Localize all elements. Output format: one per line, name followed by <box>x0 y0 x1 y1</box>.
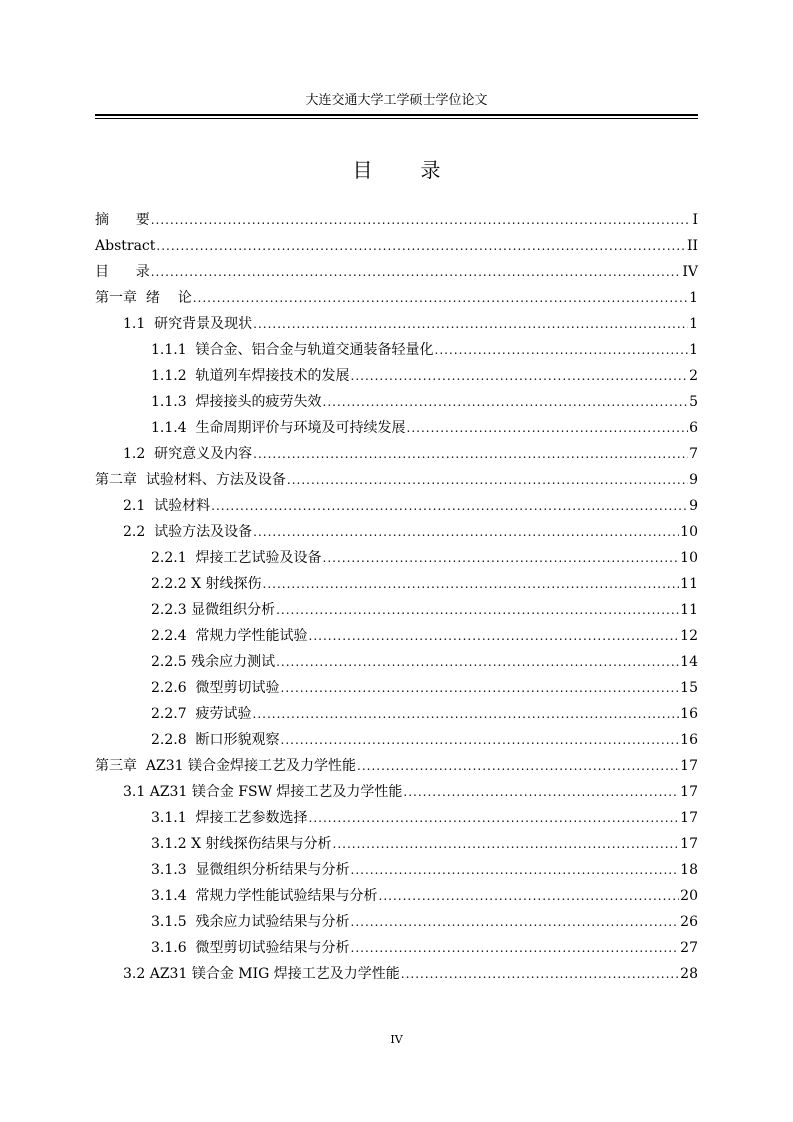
toc-entry-page-number: 1 <box>689 290 698 306</box>
toc-dot-leader <box>333 831 680 857</box>
toc-entry-title: Abstract <box>95 238 156 254</box>
running-header: 大连交通大学工学硕士学位论文 <box>305 93 488 108</box>
toc-entry-title: 3.1.4 常规力学性能试验结果与分析 <box>151 888 378 904</box>
toc-entry-title: 3.2 AZ31 镁合金 MIG 焊接工艺及力学性能 <box>123 966 400 982</box>
toc-entry-title: 第一章 绪 论 <box>95 290 192 306</box>
toc-entry-page-number: 10 <box>680 524 698 540</box>
toc-entry-title: 目 录 <box>95 264 150 280</box>
toc-entry-title: 2.2.3 显微组织分析 <box>151 602 276 618</box>
toc-entry-page-number: 15 <box>680 680 698 696</box>
toc-entry[interactable] <box>95 441 698 467</box>
toc-entry[interactable] <box>95 675 698 701</box>
toc-entry[interactable] <box>95 909 698 935</box>
toc-dot-leader <box>253 519 679 545</box>
page-title <box>95 156 698 184</box>
toc-dot-leader <box>379 883 680 909</box>
toc-entry[interactable] <box>95 831 698 857</box>
toc-entry[interactable] <box>95 727 698 753</box>
toc-entry-title: 3.1.6 微型剪切试验结果与分析 <box>151 940 350 956</box>
toc-entry-title: 3.1.3 显微组织分析结果与分析 <box>151 862 350 878</box>
toc-entry-page-number: 17 <box>680 810 698 826</box>
toc-dot-leader <box>281 675 680 701</box>
toc-dot-leader <box>309 623 680 649</box>
page-number: IV <box>390 1033 403 1046</box>
toc-entry-title: 第三章 AZ31 镁合金焊接工艺及力学性能 <box>95 758 357 774</box>
toc-dot-leader <box>253 441 688 467</box>
toc-entry[interactable] <box>95 337 698 363</box>
toc-entry-page-number: 14 <box>680 654 698 670</box>
toc-entry-page-number: II <box>686 238 698 254</box>
toc-dot-leader <box>253 701 680 727</box>
toc-entry[interactable] <box>95 363 698 389</box>
toc-entry-title: 3.1 AZ31 镁合金 FSW 焊接工艺及力学性能 <box>123 784 403 800</box>
toc-entry-page-number: 5 <box>689 394 698 410</box>
toc-entry[interactable] <box>95 571 698 597</box>
toc-entry[interactable] <box>95 545 698 571</box>
toc-entry-title: 1.1.3 焊接接头的疲劳失效 <box>151 394 322 410</box>
toc-entry-title: 2.2.7 疲劳试验 <box>151 706 252 722</box>
toc-entry[interactable] <box>95 467 698 493</box>
toc-dot-leader <box>211 493 688 519</box>
toc-entry-page-number: 20 <box>680 888 698 904</box>
toc-entry-page-number: 10 <box>680 550 698 566</box>
toc-entry-page-number: 9 <box>689 472 698 488</box>
toc-entry[interactable] <box>95 805 698 831</box>
toc-entry[interactable] <box>95 649 698 675</box>
toc-entry-title: 2.2.2 X 射线探伤 <box>151 576 262 592</box>
toc-entry-title: 1.2 研究意义及内容 <box>123 446 253 462</box>
toc-dot-leader <box>351 857 680 883</box>
toc-entry-page-number: 16 <box>680 706 698 722</box>
toc-entry-page-number: 6 <box>689 420 698 436</box>
toc-entry-title: 1.1.2 轨道列车焊接技术的发展 <box>151 368 350 384</box>
toc-entry[interactable] <box>95 857 698 883</box>
toc-dot-leader <box>351 363 689 389</box>
toc-dot-leader <box>323 545 680 571</box>
toc-entry[interactable] <box>95 259 698 285</box>
toc-entry-title: 1.1.1 镁合金、铝合金与轨道交通装备轻量化 <box>151 342 434 358</box>
toc-entry-title: 1.1.4 生命周期评价与环境及可持续发展 <box>151 420 406 436</box>
toc-entry[interactable] <box>95 701 698 727</box>
toc-dot-leader <box>357 753 679 779</box>
toc-entry-title: 2.2.8 断口形貌观察 <box>151 732 280 748</box>
toc-dot-leader <box>351 909 680 935</box>
toc-entry[interactable] <box>95 961 698 987</box>
toc-dot-leader <box>287 467 688 493</box>
toc-entry-page-number: 26 <box>680 914 698 930</box>
toc-dot-leader <box>401 961 679 987</box>
toc-entry-title: 2.2.5 残余应力测试 <box>151 654 276 670</box>
toc-entry-title: 3.1.5 残余应力试验结果与分析 <box>151 914 350 930</box>
toc-entry[interactable] <box>95 311 698 337</box>
toc-entry[interactable] <box>95 415 698 441</box>
toc-entry-page-number: 28 <box>680 966 698 982</box>
toc-dot-leader <box>276 649 679 675</box>
toc-dot-leader <box>435 337 689 363</box>
header-rule-thick <box>95 114 698 116</box>
toc-entry-page-number: I <box>692 212 698 228</box>
toc-dot-leader <box>263 571 680 597</box>
toc-dot-leader <box>323 389 689 415</box>
toc-entry[interactable] <box>95 233 698 259</box>
toc-entry-title: 2.2.6 微型剪切试验 <box>151 680 280 696</box>
toc-entry-title: 摘 要 <box>95 212 150 228</box>
toc-entry[interactable] <box>95 753 698 779</box>
toc-entry[interactable] <box>95 779 698 805</box>
toc-entry[interactable] <box>95 389 698 415</box>
toc-entry-title: 2.2.4 常规力学性能试验 <box>151 628 308 644</box>
toc-entry-page-number: 2 <box>689 368 698 384</box>
header-rule-thin <box>95 118 698 119</box>
toc-entry-page-number: IV <box>682 264 698 280</box>
toc-entry-title: 1.1 研究背景及现状 <box>123 316 253 332</box>
toc-entry-page-number: 17 <box>680 836 698 852</box>
toc-entry[interactable] <box>95 623 698 649</box>
toc-entry-page-number: 12 <box>680 628 698 644</box>
page-title-char-1: 目 <box>352 158 373 182</box>
toc-entry-page-number: 9 <box>689 498 698 514</box>
toc-entry-page-number: 18 <box>680 862 698 878</box>
page-title-char-2: 录 <box>420 158 441 182</box>
toc-dot-leader <box>407 415 689 441</box>
toc-dot-leader <box>281 727 680 753</box>
toc-dot-leader <box>151 259 682 285</box>
toc-dot-leader <box>253 311 688 337</box>
toc-entry[interactable] <box>95 597 698 623</box>
toc-entry-title: 2.2.1 焊接工艺试验及设备 <box>151 550 322 566</box>
toc-entry[interactable] <box>95 493 698 519</box>
toc-entry-page-number: 17 <box>680 758 698 774</box>
toc-entry[interactable] <box>95 519 698 545</box>
toc-entry-page-number: 11 <box>680 576 698 592</box>
toc-dot-leader <box>156 233 686 259</box>
toc-entry-page-number: 16 <box>680 732 698 748</box>
toc-dot-leader <box>309 805 680 831</box>
toc-entry-title: 3.1.1 焊接工艺参数选择 <box>151 810 308 826</box>
toc-entry-title: 3.1.2 X 射线探伤结果与分析 <box>151 836 332 852</box>
toc-dot-leader <box>403 779 679 805</box>
toc-dot-leader <box>351 935 680 961</box>
toc-entry-title: 2.1 试验材料 <box>123 498 211 514</box>
toc-entry-title: 第二章 试验材料、方法及设备 <box>95 472 286 488</box>
table-of-contents <box>95 207 698 987</box>
toc-dot-leader <box>276 597 679 623</box>
toc-entry[interactable] <box>95 935 698 961</box>
toc-entry-page-number: 17 <box>680 784 698 800</box>
toc-entry-page-number: 1 <box>689 342 698 358</box>
toc-dot-leader <box>193 285 688 311</box>
toc-entry[interactable] <box>95 207 698 233</box>
toc-entry-page-number: 27 <box>680 940 698 956</box>
toc-entry[interactable] <box>95 883 698 909</box>
toc-entry[interactable] <box>95 285 698 311</box>
toc-entry-page-number: 1 <box>689 316 698 332</box>
toc-entry-title: 2.2 试验方法及设备 <box>123 524 253 540</box>
toc-entry-page-number: 7 <box>689 446 698 462</box>
toc-entry-page-number: 11 <box>680 602 698 618</box>
toc-dot-leader <box>151 207 692 233</box>
